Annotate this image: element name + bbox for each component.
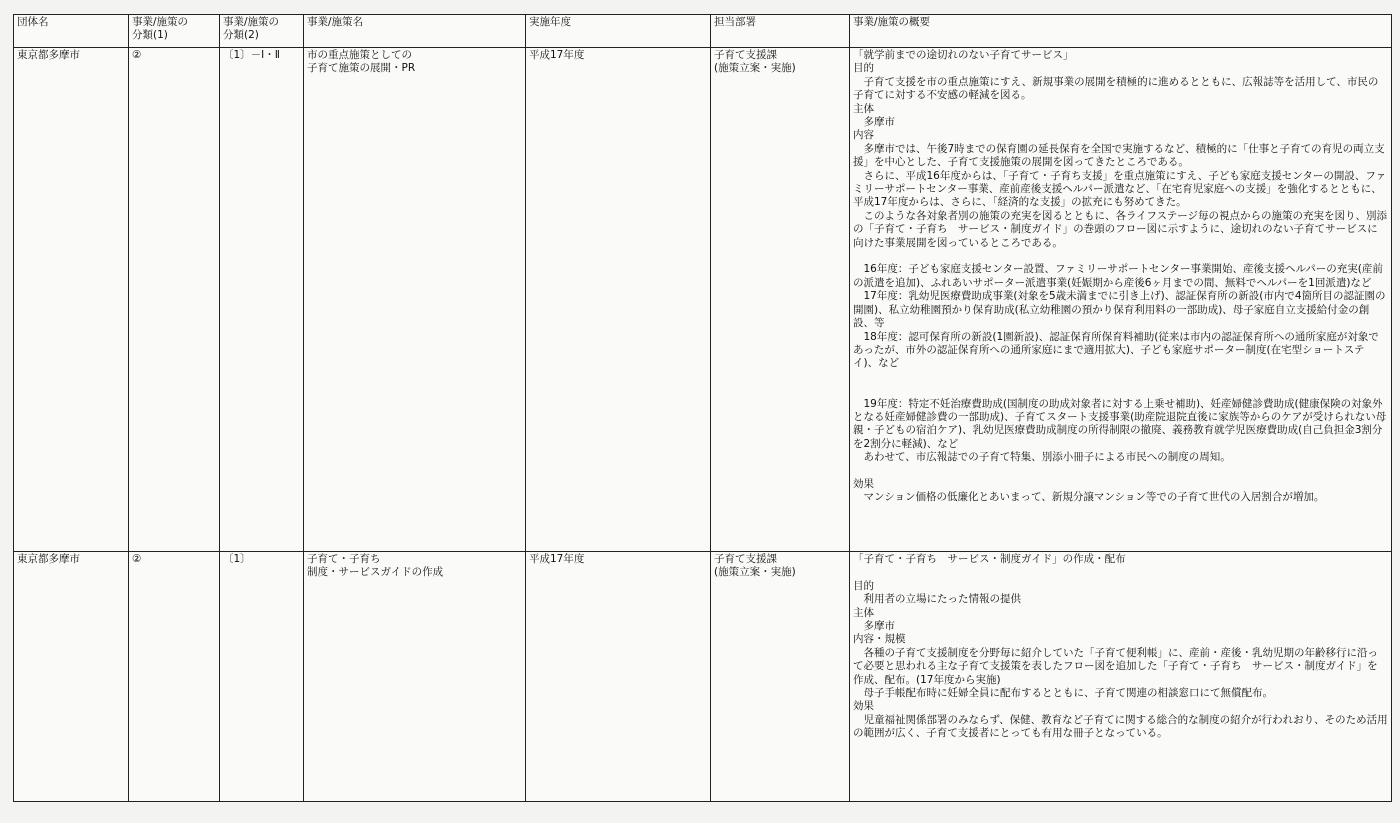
cell-category-1: ②	[129, 552, 220, 802]
spacer	[853, 371, 1388, 398]
cell-year: 平成17年度	[526, 48, 711, 552]
overview-year-entry: 18年度：認可保育所の新設(1園新設)、認証保育所保育料補助(従来は市内の認証保育所への通所家庭が対象であったが、市外の認証保育所への通所家庭にまで適用拡大)、子ども家庭サポーター制度(在宅型ショートステイ)、など	[853, 330, 1379, 370]
overview-year-entry: 19年度：特定不妊治療費助成(国制度の助成対象者に対する上乗せ補助)、妊産婦健診費助成(健康保険の対象外となる妊産婦健診費の一部助成)、子育てスタート支援事業(助産院退院直後に家族等からのケアが受けられない母親・子どもの宿泊ケア)、乳幼児医療費助成制度の所得制限の撤廃、義務教育就学児医療費助成(自己負担金3割分を2割分に軽減)、など	[853, 397, 1387, 450]
overview-purpose-text: 子育て支援を市の重点施策にすえ、新規事業の展開を積極的に進めるとともに、広報誌等を活用して、市民の子育てに対する不安感の軽減を図る。	[853, 75, 1379, 102]
cell-org: 東京都多摩市	[14, 552, 129, 802]
spacer	[853, 465, 1388, 478]
overview-content-paragraph: 多摩市では、午後7時までの保育園の延長保育を全国で実施するなど、積極的に「仕事と子育ての育児の両立支援」を中心とした、子育て支援施策の展開を図ってきたところである。	[853, 142, 1385, 169]
header-category-2: 事業/施策の 分類(2)	[220, 15, 304, 48]
cell-policy-name: 子育て・子育ち 制度・サービスガイドの作成	[304, 552, 526, 802]
overview-publicity-text: あわせて、市広報誌での子育て特集、別添小冊子による市民への制度の周知。	[853, 451, 1231, 464]
overview-heading-subject: 主体	[853, 606, 874, 619]
header-policy-name: 事業/施策名	[304, 15, 526, 48]
document-sheet	[13, 14, 1391, 802]
overview-heading-effect: 効果	[853, 477, 874, 490]
overview-content-paragraph: このような各対象者別の施策の充実を図るとともに、各ライフステージ毎の視点からの施策の充実を図り、別添の「子育て・子育ち サービス・制度ガイド」の巻頭のフロー図に示すように、途切れのない子育てサービスに向けた事業展開を図っているところである。	[853, 209, 1388, 249]
overview-year-entry: 17年度：乳幼児医療費助成事業(対象を5歳未満までに引き上げ)、認証保育所の新設(市内で4箇所目の認証園の開園)、私立幼稚園預かり保育助成(私立幼稚園の預かり保育利用料の一部助成)、母子家庭自立支援給付金の創設、等	[853, 290, 1386, 330]
overview-heading-content: 内容・規模	[853, 633, 906, 646]
header-category-1: 事業/施策の 分類(1)	[129, 15, 220, 48]
overview-content-paragraph: さらに、平成16年度からは、「子育て・子育ち支援」を重点施策にすえ、子ども家庭支援センターの開設、ファミリーサポートセンター事業、産前産後支援ヘルパー派遣など、「在宅育児家庭への支援」を強化するとともに、平成17年度からは、さらに、「経済的な支援」の拡充にも努めてきた。	[853, 169, 1387, 209]
cell-org: 東京都多摩市	[14, 48, 129, 552]
overview-content-paragraph: 母子手帳配布時に妊婦全員に配布するとともに、子育て関連の相談窓口にて無償配布。	[853, 687, 1273, 700]
overview-subject-text: 多摩市	[853, 116, 895, 129]
overview-effect-text: 児童福祉関係部署のみならず、保健、教育など子育てに関する総合的な制度の紹介が行われおり、そのため活用の範囲が広く、子育て支援者にとっても有用な冊子となっている。	[853, 713, 1388, 740]
overview-heading-content: 内容	[853, 129, 874, 142]
header-year: 実施年度	[526, 15, 711, 48]
cell-overview	[850, 48, 1392, 552]
overview-subject-text: 多摩市	[853, 620, 895, 633]
overview-title: 「就学前までの途切れのない子育てサービス」	[853, 49, 1074, 61]
overview-effect-text: マンション価格の低廉化とあいまって、新規分譲マンション等での子育て世代の入居割合が増加。	[853, 491, 1325, 504]
cell-overview	[850, 552, 1392, 802]
table-row	[14, 48, 1392, 552]
cell-policy-name: 市の重点施策としての 子育て施策の展開・PR	[304, 48, 526, 552]
cell-department: 子育て支援課 (施策立案・実施)	[711, 552, 850, 802]
overview-heading-effect: 効果	[853, 700, 874, 713]
overview-purpose-text: 利用者の立場にたった情報の提供	[853, 593, 1021, 606]
table-row	[14, 552, 1392, 802]
overview-heading-subject: 主体	[853, 102, 874, 115]
overview-year-entry: 16年度：子ども家庭支援センター設置、ファミリーサポートセンター事業開始、産後支援ヘルパーの充実(産前の派遣を追加)、ふれあいサポーター派遣事業(妊娠期から産後6ヶ月までの間、無料でヘルパーを1回派遣)など	[853, 263, 1383, 289]
header-org: 団体名	[14, 15, 129, 48]
header-department: 担当部署	[711, 15, 850, 48]
cell-category-1: ②	[129, 48, 220, 552]
overview-heading-purpose: 目的	[853, 579, 874, 592]
cell-category-2: 〔1〕	[220, 552, 304, 802]
header-overview: 事業/施策の概要	[850, 15, 1392, 48]
overview-content-paragraph: 各種の子育て支援制度を分野毎に紹介していた「子育て便利帳」に、産前・産後・乳幼児期の年齢移行に沿って必要と思われる主な子育て支援策を表したフロー図を追加した「子育て・子育ち サービス・制度ガイド」を作成、配布。(17年度から実施)	[853, 646, 1378, 686]
overview-heading-purpose: 目的	[853, 62, 874, 75]
cell-category-2: 〔1〕－Ⅰ・Ⅱ	[220, 48, 304, 552]
overview-title: 「子育て・子育ち サービス・制度ガイド」の作成・配布	[853, 553, 1126, 565]
cell-department: 子育て支援課 (施策立案・実施)	[711, 48, 850, 552]
spacer	[853, 250, 1388, 263]
spacer	[853, 566, 1388, 579]
cell-year: 平成17年度	[526, 552, 711, 802]
header-row	[14, 15, 1392, 48]
policy-table	[13, 14, 1392, 802]
